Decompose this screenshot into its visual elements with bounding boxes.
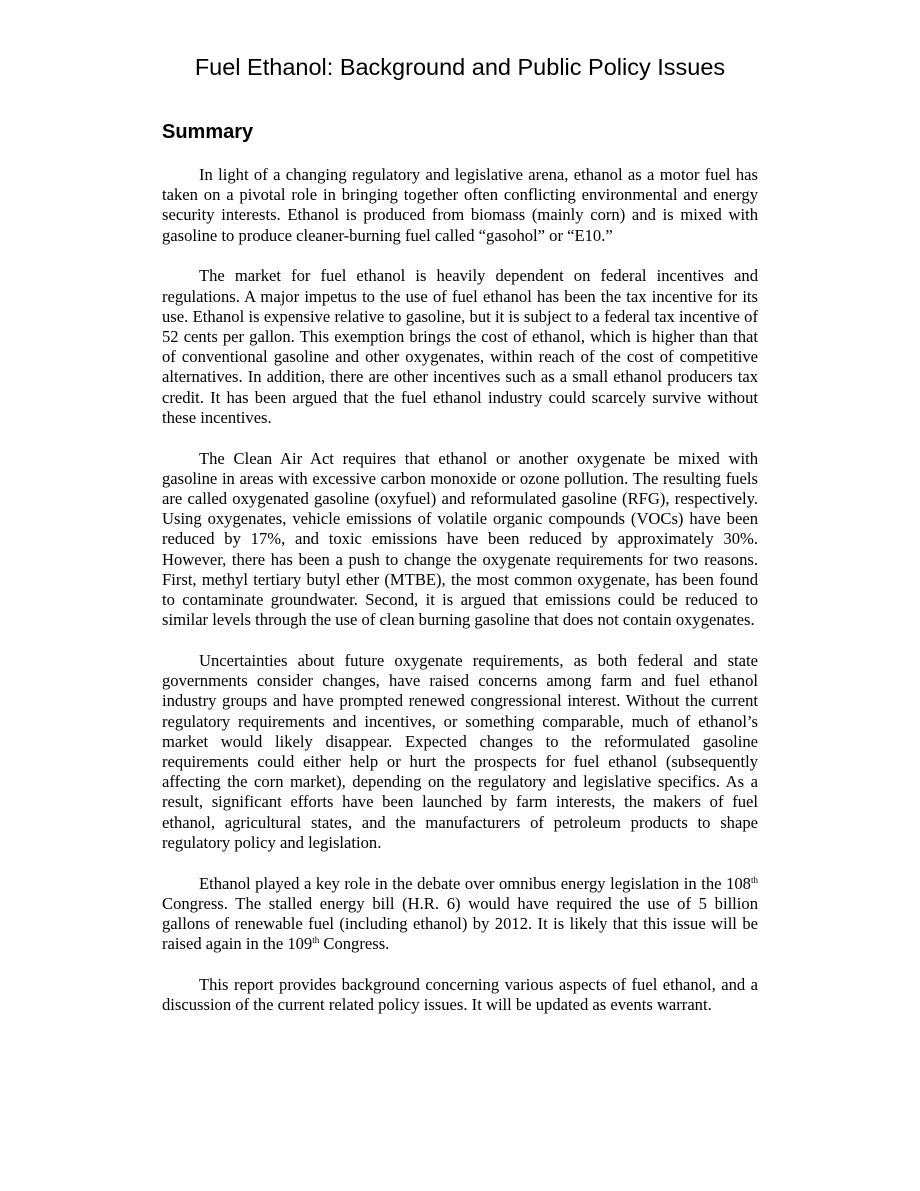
paragraph-energy-legislation-part1: Ethanol played a key role in the debate over omnibus energy legislation in the 108 <box>199 873 751 893</box>
paragraph-intro: In light of a changing regulatory and legislative arena, ethanol as a motor fuel has taken on a pivotal role in bringing together often conflicting environmental and energy security interests. Ethanol is produced from biomass (mainly corn) and is mixed with gasoline to produce cleaner-burning fuel called “gasohol” or “E10.” <box>162 165 758 245</box>
section-heading-summary: Summary <box>162 121 254 143</box>
paragraph-energy-legislation-part3: Congress. <box>319 934 390 954</box>
paragraph-energy-legislation <box>162 874 758 955</box>
paragraph-report-scope: This report provides background concerning various aspects of fuel ethanol, and a discussion of the current related policy issues. It will be updated as events warrant. <box>162 975 758 1015</box>
summary-body <box>162 165 758 1036</box>
paragraph-clean-air-act: The Clean Air Act requires that ethanol or another oxygenate be mixed with gasoline in areas with excessive carbon monoxide or ozone pollution. The resulting fuels are called oxygenated gasoline (oxyfuel) and reformulated gasoline (RFG), respectively. Using oxygenates, vehicle emissions of volatile organic compounds (VOCs) have been reduced by 17%, and toxic emissions have been reduced by approximately 30%. However, there has been a push to change the oxygenate requirements for two reasons. First, methyl tertiary butyl ether (MTBE), the most common oxygenate, has been found to contaminate groundwater. Second, it is argued that emissions could be reduced to similar levels through the use of clean burning gasoline that does not contain oxygenates. <box>162 448 758 630</box>
document-title: Fuel Ethanol: Background and Public Policy Issues <box>194 54 726 80</box>
ordinal-suffix-108: th <box>750 874 758 885</box>
paragraph-energy-legislation-part2: Congress. The stalled energy bill (H.R. 6) would have required the use of 5 billion gallons of renewable fuel (including ethanol) by 2012. It is likely that this issue will be raised again in the 109 <box>162 893 758 954</box>
paragraph-uncertainties: Uncertainties about future oxygenate requirements, as both federal and state governments consider changes, have raised concerns among farm and fuel ethanol industry groups and have prompted renewed congressional interest. Without the current regulatory requirements and incentives, or something comparable, much of ethanol’s market would likely disappear. Expected changes to the reformulated gasoline requirements could either help or hurt the prospects for fuel ethanol (subsequently affecting the corn market), depending on the regulatory and legislative specifics. As a result, significant efforts have been launched by farm interests, the makers of fuel ethanol, agricultural states, and the manufacturers of petroleum products to shape regulatory policy and legislation. <box>162 651 758 852</box>
ordinal-suffix-109: th <box>312 935 320 946</box>
paragraph-market-incentives: The market for fuel ethanol is heavily dependent on federal incentives and regulations. A major impetus to the use of fuel ethanol has been the tax incentive for its use. Ethanol is expensive relative to gasoline, but it is subject to a federal tax incentive of 52 cents per gallon. This exemption brings the cost of ethanol, which is higher than that of conventional gasoline and other oxygenates, within reach of the cost of competitive alternatives. In addition, there are other incentives such as a small ethanol producers tax credit. It has been argued that the fuel ethanol industry could scarcely survive without these incentives. <box>162 266 758 427</box>
